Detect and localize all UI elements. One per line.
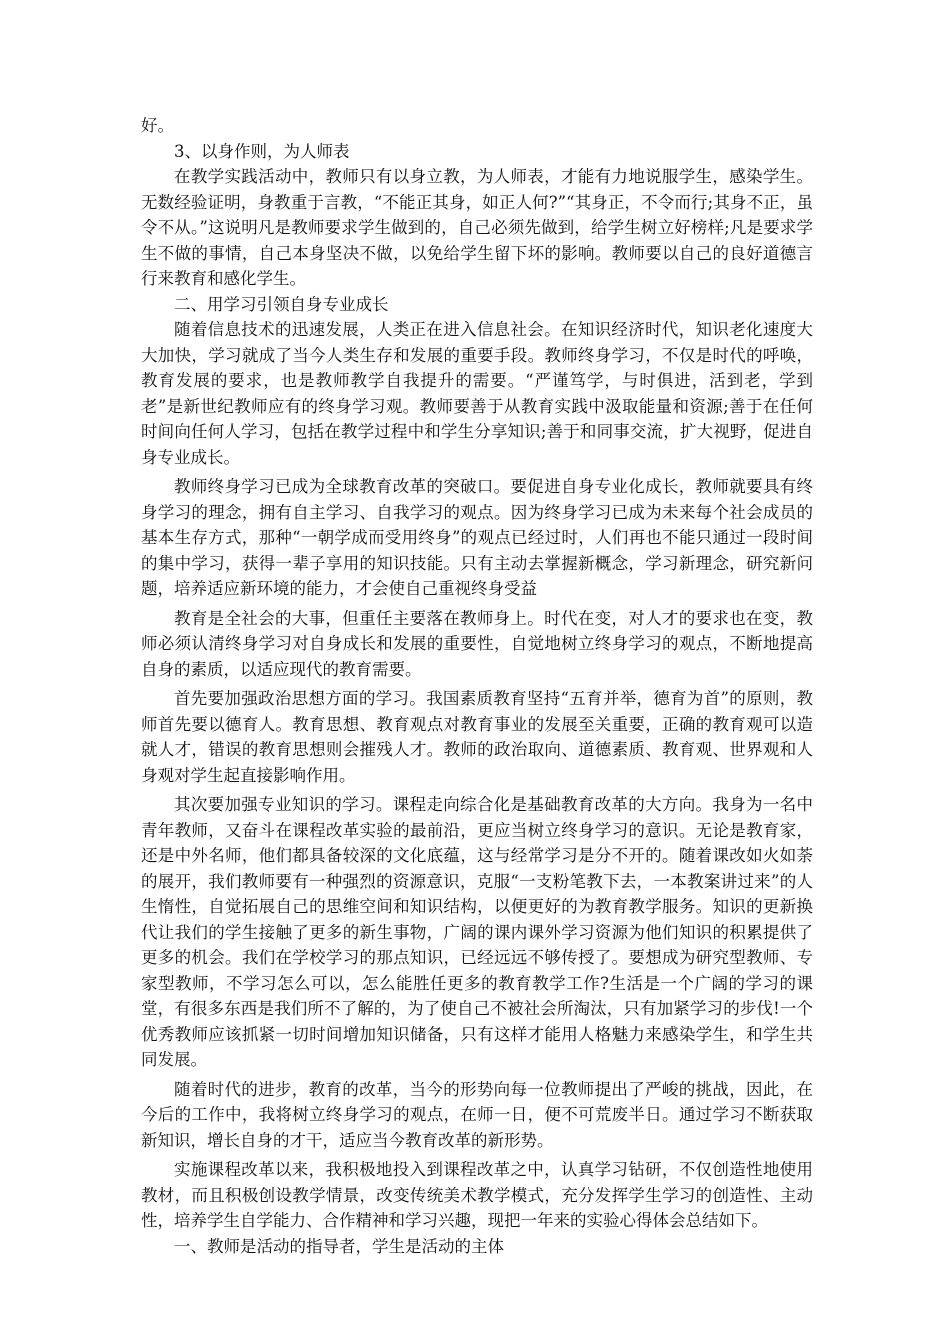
paragraph-body: 教师终身学习已成为全球教育改革的突破口。要促进自身专业化成长，教师就要具有终身学习的理念，拥有自主学习、自我学习的观点。因为终身学习已成为未来每个社会成员的基本生存方式，那种“一朝学成而受用终身”的观点已经过时，人们再也不能只通过一段时间的集中学习，获得一辈子享用的知识技能。只有主动去掌握新概念，学习新理念，研究新问题，培养适应新环境的能力，才会使自己重视终身受益 bbox=[141, 477, 813, 598]
paragraph-body: 随着信息技术的迅速发展，人类正在进入信息社会。在知识经济时代，知识老化速度大大加快，学习就成了当今人类生存和发展的重要手段。教师终身学习，不仅是时代的呼唤，教育发展的要求，也是教师教学自我提升的需要。“严谨笃学，与时俱进，活到老，学到老”是新世纪教师应有的终身学习观。教师要善于从教育实践中汲取能量和资源;善于在任何时间向任何人学习，包括在教学过程中和学生分享知识;善于和同事交流，扩大视野，促进自身专业成长。 bbox=[141, 320, 813, 467]
section-heading-learning-growth: 二、用学习引领自身专业成长 bbox=[174, 294, 389, 314]
section-heading-lead-by-example: 3、以身作则，为人师表 bbox=[174, 141, 350, 161]
document-page bbox=[141, 113, 813, 1259]
paragraph-body: 首先要加强政治思想方面的学习。我国素质教育坚持“五育并举，德育为首”的原则，教师首先要以德育人。教育思想、教育观点对教育事业的发展至关重要，正确的教育观可以造就人才，错误的教育思想则会摧残人才。教师的政治取向、道德素质、教育观、世界观和人身观对学生起直接影响作用。 bbox=[141, 689, 813, 785]
paragraph-body: 实施课程改革以来，我积极地投入到课程改革之中，认真学习钻研，不仅创造性地使用教材，而且积极创设教学情景，改变传统美术教学模式，充分发挥学生学习的创造性、主动性，培养学生自学能力、合作精神和学习兴趣，现把一年来的实验心得体会总结如下。 bbox=[141, 1160, 813, 1230]
section-heading-teacher-guide: 一、教师是活动的指导者，学生是活动的主体 bbox=[174, 1236, 504, 1256]
paragraph-body: 其次要加强专业知识的学习。课程走向综合化是基础教育改革的大方向。我身为一名中青年教师，又奋斗在课程改革实验的最前沿，更应当树立终身学习的意识。无论是教育家，还是中外名师，他们都具备较深的文化底蕴，这与经常学习是分不开的。随着课改如火如荼的展开，我们教师要有一种强烈的资源意识，克服“一支粉笔教下去，一本教案讲过来”的人生惰性，自觉拓展自己的思维空间和知识结构，以便更好的为教育教学服务。知识的更新换代让我们的学生接触了更多的新生事物，广阔的课内课外学习资源为他们知识的积累提供了更多的机会。我们在学校学习的那点知识，已经远远不够传授了。要想成为研究型教师、专家型教师，不学习怎么可以，怎么能胜任更多的教育教学工作?生活是一个广阔的学习的课堂，有很多东西是我们所不了解的，为了使自己不被社会所淘汰，只有加紧学习的步伐!一个优秀教师应该抓紧一切时间增加知识储备，只有这样才能用人格魅力来感染学生，和学生共同发展。 bbox=[141, 795, 813, 1069]
paragraph-body: 随着时代的进步，教育的改革，当今的形势向每一位教师提出了严峻的挑战，因此，在今后的工作中，我将树立终身学习的观点，在师一日，便不可荒废半日。通过学习不断获取新知识，增长自身的才干，适应当今教育改革的新形势。 bbox=[141, 1079, 813, 1150]
paragraph-body: 在教学实践活动中，教师只有以身立教，为人师表，才能有力地说服学生，感染学生。无数经验证明，身教重于言教，“不能正其身，如正人何?”“其身正，不令而行;其身不正，虽令不从。”这说明凡是教师要求学生做到的，自己必须先做到，给学生树立好榜样;凡是要求学生不做的事情，自己本身坚决不做，以免给学生留下坏的影响。教师要以自己的良好道德言行来教育和感化学生。 bbox=[141, 167, 813, 288]
paragraph-body: 教育是全社会的大事，但重任主要落在教师身上。时代在变，对人才的要求也在变，教师必须认清终身学习对自身成长和发展的重要性，自觉地树立终身学习的观点，不断地提高自身的素质，以适应现代的教育需要。 bbox=[141, 608, 813, 679]
paragraph-continuation: 好。 bbox=[141, 116, 174, 135]
